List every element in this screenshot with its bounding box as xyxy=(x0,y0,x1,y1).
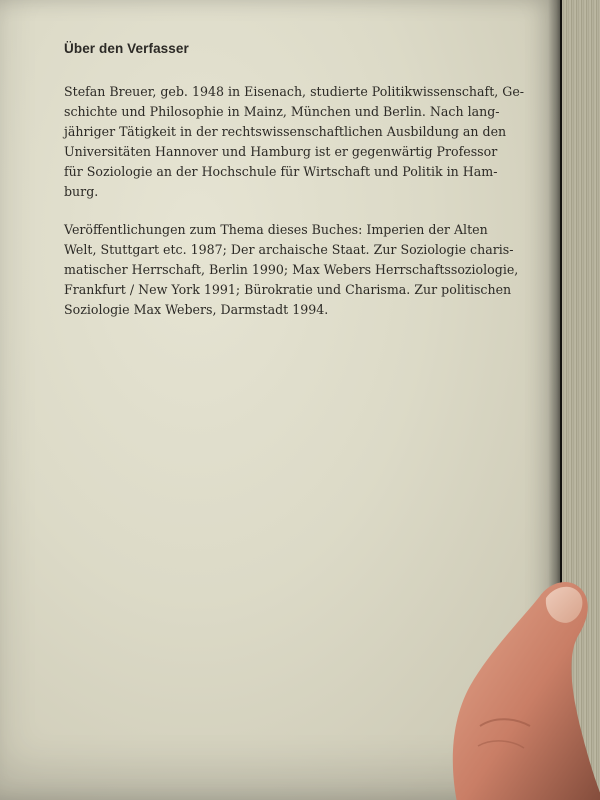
bio-line: schichte und Philosophie in Mainz, München und Berlin. Nach lang- xyxy=(64,104,500,119)
publications-line: Veröffentlichungen zum Thema dieses Buches: Imperien der Alten xyxy=(64,222,488,237)
bio-line: Universitäten Hannover und Hamburg ist er gegenwärtig Professor xyxy=(64,144,498,159)
author-biography xyxy=(64,82,526,202)
publications-line: Soziologie Max Webers, Darmstadt 1994. xyxy=(64,302,329,317)
author-info xyxy=(64,40,526,338)
bio-line: für Soziologie an der Hochschule für Wirtschaft und Politik in Ham- xyxy=(64,164,498,179)
publications-line: Welt, Stuttgart etc. 1987; Der archaische Staat. Zur Soziologie charis- xyxy=(64,242,514,257)
publications-line: Frankfurt / New York 1991; Bürokratie und Charisma. Zur politischen xyxy=(64,282,512,297)
holding-finger xyxy=(420,576,600,800)
bio-line: burg. xyxy=(64,184,99,199)
publications-list xyxy=(64,220,526,320)
publications-line: matischer Herrschaft, Berlin 1990; Max Webers Herrschaftssoziologie, xyxy=(64,262,519,277)
bio-line: Stefan Breuer, geb. 1948 in Eisenach, studierte Politikwissenschaft, Ge- xyxy=(64,84,525,99)
section-heading: Über den Verfasser xyxy=(64,41,189,56)
bio-line: jähriger Tätigkeit in der rechtswissenschaftlichen Ausbildung an den xyxy=(64,124,507,139)
